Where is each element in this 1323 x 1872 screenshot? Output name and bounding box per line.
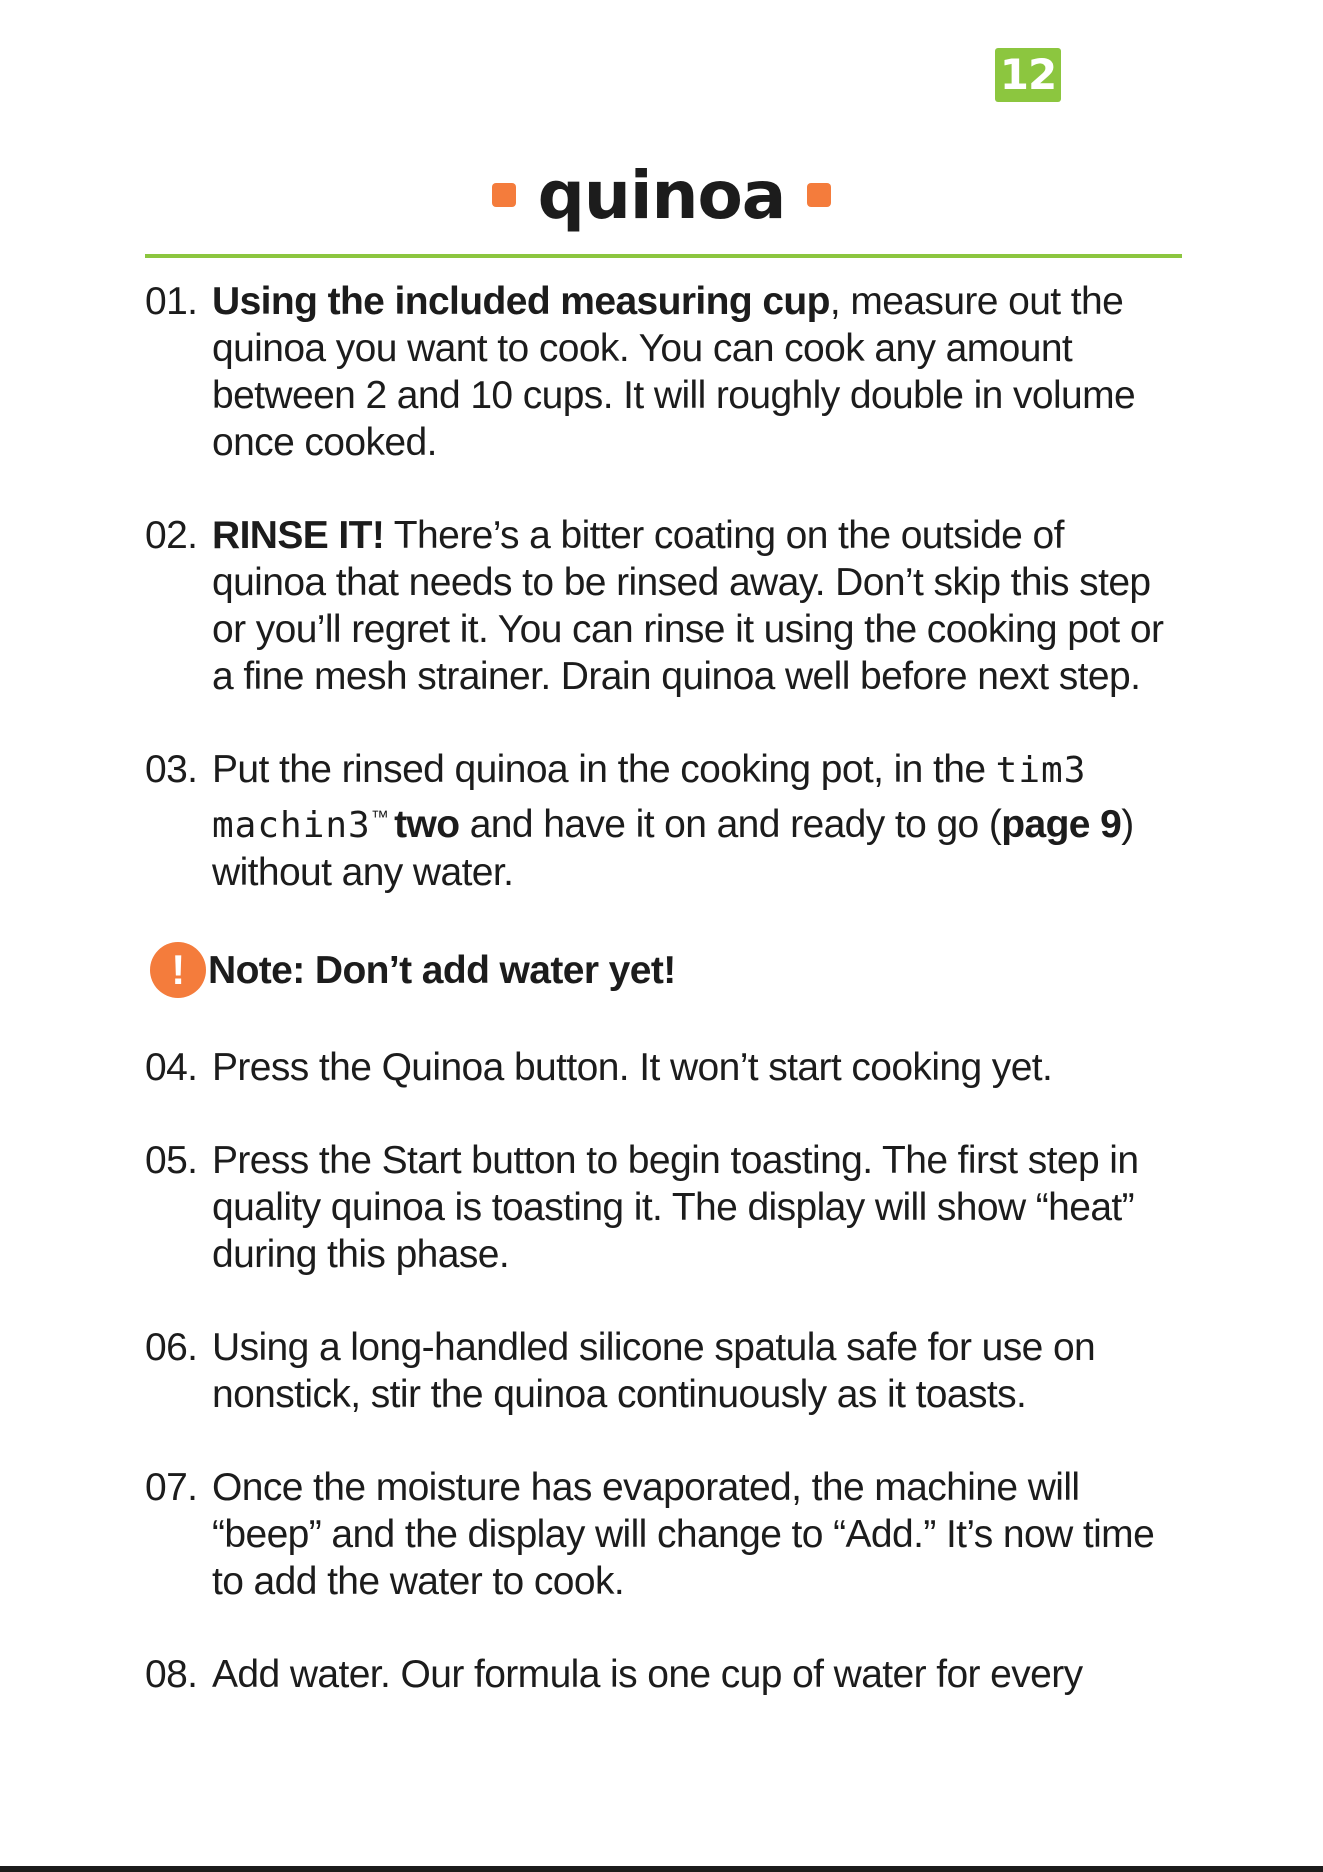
step-item [145,278,1185,466]
step-item [145,512,1185,700]
step-item [145,1324,1185,1418]
step-body-text: , measure out the quinoa you want to cook. You can cook any amount between 2 and 10 cups. It will roughly double in volume once cooked. [212,280,1136,464]
step-bold-lead: RINSE IT! [212,514,385,557]
page-title: quinoa [537,156,786,234]
step-text [212,746,1185,896]
brand-model: two [394,803,460,846]
note-text: Note: Don’t add water yet! [208,948,676,992]
title-row [0,150,1323,240]
steps-list [145,278,1185,1744]
warning-icon: ! [150,942,206,998]
brand-logotype: tim3 machin3 [212,750,1087,846]
step-text: Press the Start button to begin toasting. The first step in quality quinoa is toasting it. The display will show “heat” during this phase. [212,1139,1139,1276]
step-number: 04. [145,1046,198,1089]
step-text: Press the Quinoa button. It won’t start cooking yet. [212,1046,1053,1089]
note-callout [150,942,1185,998]
step-text: Add water. Our formula is one cup of water for every [212,1653,1083,1696]
step-number: 01. [145,280,198,323]
step-number: 08. [145,1653,198,1696]
step-bold-lead: Using the included measuring cup [212,280,830,323]
step-text [212,278,1185,466]
title-divider [145,254,1182,258]
trademark-symbol: ™ [370,807,389,827]
step-item [145,1044,1185,1091]
step-item [145,1137,1185,1278]
step-body-text: and have it on and ready to go ( [459,803,1002,846]
step-text: Using a long-handled silicone spatula safe for use on nonstick, stir the quinoa continuously as it toasts. [212,1326,1096,1416]
page-number-badge: 12 [995,48,1061,102]
step-item [145,1651,1185,1698]
step-number: 07. [145,1466,198,1509]
step-number: 03. [145,748,198,791]
step-item [145,1464,1185,1605]
step-number: 05. [145,1139,198,1182]
step-text [212,512,1185,700]
step-item [145,746,1185,896]
step-body-text: There’s a bitter coating on the outside of quinoa that needs to be rinsed away. Don’t skip this step or you’ll regret it. You can rinse it using the cooking pot or a fine mesh strainer. Drain quinoa well before next step. [212,514,1164,698]
step-text: Once the moisture has evaporated, the machine will “beep” and the display will change to “Add.” It’s now time to add the water to cook. [212,1466,1155,1603]
bottom-edge-rule [0,1866,1323,1872]
step-body-text: ) without any water. [212,803,1134,894]
step-body-text: Put the rinsed quinoa in the cooking pot, in the [212,748,996,791]
page-reference: page 9 [1001,803,1122,846]
title-bullet-left-icon [492,183,516,207]
step-number: 06. [145,1326,198,1369]
title-bullet-right-icon [807,183,831,207]
step-number: 02. [145,514,198,557]
